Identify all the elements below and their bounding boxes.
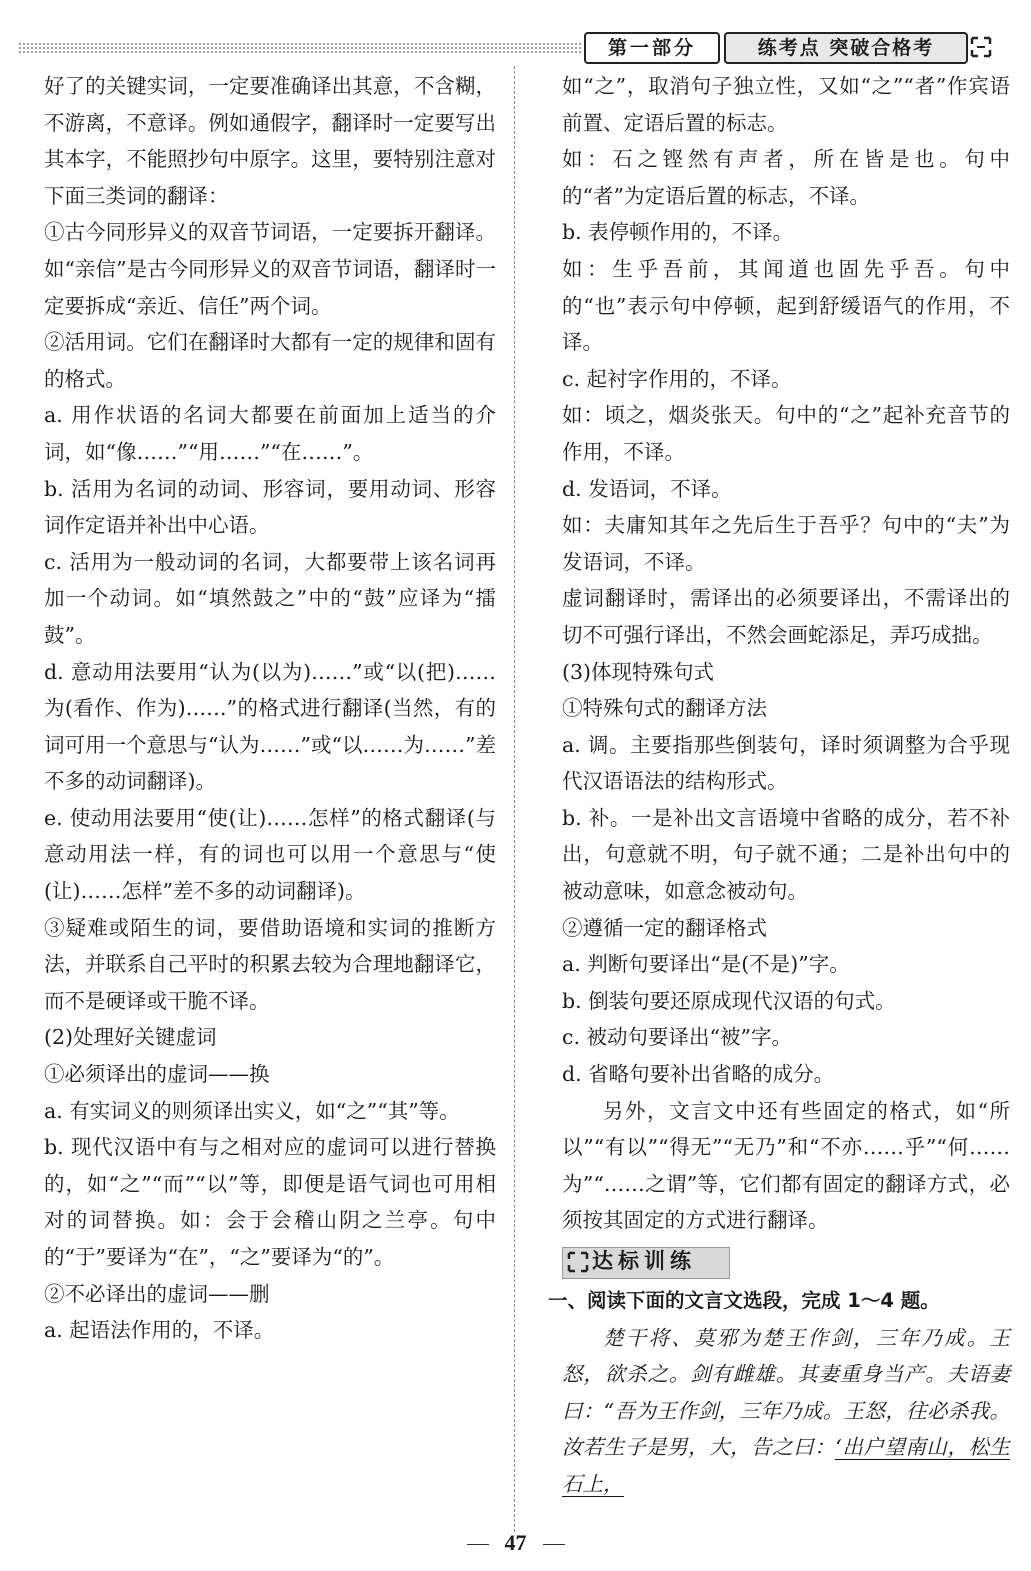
paragraph: c. 被动句要译出“被”字。: [562, 1025, 792, 1050]
right-column: [548, 68, 1010, 1503]
section-label: 练考点 突破合格考: [724, 32, 968, 64]
clip-icon: [968, 34, 994, 60]
paragraph: 如：夫庸知其年之先后生于吾乎？句中的“夫”为发语词，不译。: [562, 513, 1010, 574]
paragraph: d. 意动用法要用“认为(以为)……”或“以(把)……为(看作、作为)……”的格式进行翻译(当然，有的词可用一个意思与“认为……”或“以……为……”差不多的动词翻译)。: [44, 659, 496, 794]
paragraph: 好了的关键实词，一定要准确译出其意，不含糊，不游离，不意译。例如通假字，翻译时一定要写出其本字，不能照抄句中原字。这里，要特别注意对下面三类词的翻译：: [44, 74, 496, 208]
paragraph: a. 起语法作用的，不译。: [44, 1318, 275, 1343]
passage: [562, 1320, 1010, 1503]
subheading: ②遵循一定的翻译格式: [562, 915, 767, 940]
page-footer: [0, 1530, 1031, 1556]
subheading: (2)处理好关键虚词: [44, 1025, 217, 1050]
passage-text: 楚干将、莫邪为楚王作剑，三年乃成。王怒，欲杀之。剑有雌雄。其妻重身当产。夫语妻曰：“吾为王作剑，三年乃成。王怒，往必杀我。汝若生子是男，大，告之曰：: [562, 1325, 1010, 1460]
paragraph: d. 省略句要补出省略的成分。: [562, 1062, 835, 1087]
left-column: [44, 68, 496, 1349]
part-label: 第一部分: [584, 32, 720, 64]
paragraph: ②活用词。它们在翻译时大都有一定的规律和固有的格式。: [44, 330, 496, 391]
page-header: [0, 28, 1031, 64]
paragraph: 如：顷之，烟炎张天。句中的“之”起补充音节的作用，不译。: [562, 403, 1010, 464]
subheading: ①特殊句式的翻译方法: [562, 696, 767, 721]
page-number: 47: [504, 1530, 527, 1555]
paragraph: b. 活用为名词的动词、形容词，要用动词、形容词作定语并补出中心语。: [44, 476, 496, 538]
paragraph: ①古今同形异义的双音节词语，一定要拆开翻译。如“亲信”是古今同形异义的双音节词语，翻译时一定要拆成“亲近、信任”两个词。: [44, 220, 496, 318]
subheading: ①必须译出的虚词——换: [44, 1062, 270, 1087]
paragraph: d. 发语词，不译。: [562, 476, 732, 501]
paragraph: a. 调。主要指那些倒装句，译时须调整为合乎现代汉语语法的结构形式。: [562, 732, 1010, 794]
paragraph: e. 使动用法要用“使(让)……怎样”的格式翻译(与意动用法一样，有的词也可以用一个意思与“使(让)……怎样”差不多的动词翻译)。: [44, 805, 496, 904]
passage-underlined: ‘出户望南山，松生石上，: [562, 1435, 1010, 1496]
paragraph: 如：生乎吾前，其闻道也固先乎吾。句中的“也”表示句中停顿，起到舒缓语气的作用，不译。: [562, 256, 1010, 355]
subheading: ②不必译出的虚词——删: [44, 1281, 270, 1306]
paragraph: b. 倒装句要还原成现代汉语的句式。: [562, 988, 896, 1013]
footer-dash: [543, 1544, 565, 1545]
footer-dash: [467, 1544, 489, 1545]
paragraph: ③疑难或陌生的词，要借助语境和实词的推断方法，并联系自己平时的积累去较为合理地翻译它，而不是硬译或干脆不译。: [44, 915, 496, 1013]
clip-icon: [566, 1250, 592, 1274]
subheading: (3)体现特殊句式: [562, 659, 715, 684]
paragraph: 如：石之铿然有声者，所在皆是也。句中的“者”为定语后置的标志，不译。: [562, 147, 1010, 208]
banner-label: 达标训练: [592, 1249, 696, 1273]
practice-banner: [562, 1245, 1010, 1279]
question-title: 一、阅读下面的文言文选段，完成 1～4 题。: [548, 1289, 940, 1312]
paragraph: a. 用作状语的名词大都要在前面加上适当的介词，如“像……”“用……”“在……”。: [44, 403, 496, 464]
paragraph: a. 判断句要译出“是(不是)”字。: [562, 952, 850, 977]
paragraph: a. 有实词义的则须译出实义，如“之”“其”等。: [44, 1098, 460, 1123]
dotted-rule: [18, 42, 583, 54]
paragraph: b. 补。一是补出文言语境中省略的成分，若不补出，句意就不明，句子就不通；二是补出句中的被动意味，如意念被动句。: [562, 805, 1010, 904]
paragraph: c. 活用为一般动词的名词，大都要带上该名词再加一个动词。如“填然鼓之”中的“鼓”应译为“擂鼓”。: [44, 549, 496, 647]
paragraph: b. 表停顿作用的，不译。: [562, 220, 794, 245]
paragraph: 另外，文言文中还有些固定的格式，如“所以”“有以”“得无”“无乃”和“不亦……乎”“何……为”“……之谓”等，它们都有固定的翻译方式，必须按其固定的方式进行翻译。: [562, 1098, 1010, 1233]
paragraph: c. 起衬字作用的，不译。: [562, 366, 792, 391]
paragraph: b. 现代汉语中有与之相对应的虚词可以进行替换的，如“之”“而”“以”等，即便是语气词也可用相对的词替换。如：会于会稽山阴之兰亭。句中的“于”要译为“在”，“之”要译为“的”。: [44, 1135, 496, 1269]
paragraph: 如“之”，取消句子独立性，又如“之”“者”作宾语前置、定语后置的标志。: [562, 74, 1010, 135]
column-divider: [514, 66, 515, 1532]
paragraph: 虚词翻译时，需译出的必须要译出，不需译出的切不可强行译出，不然会画蛇添足，弄巧成拙。: [562, 586, 1010, 647]
